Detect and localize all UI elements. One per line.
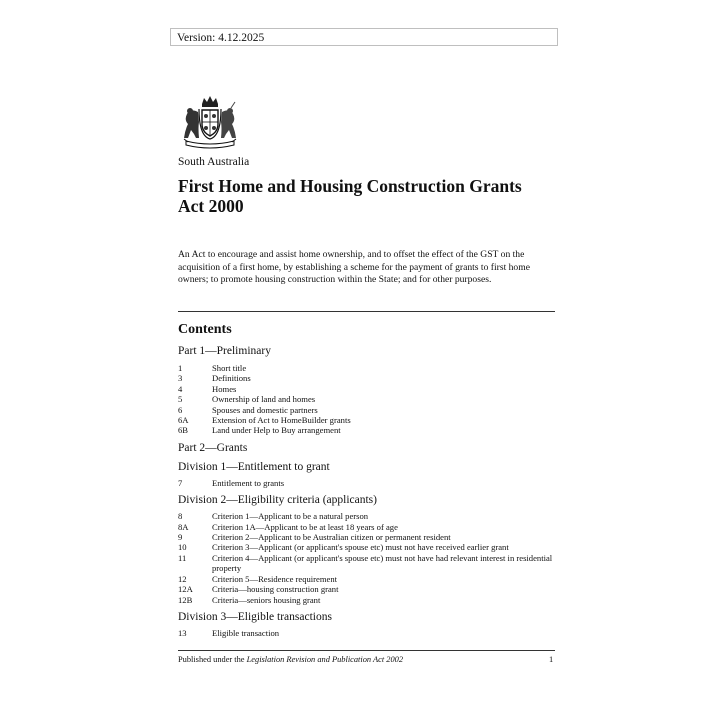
toc-entry[interactable] (178, 394, 558, 404)
toc-entry-title: Criterion 5—Residence requirement (212, 573, 338, 584)
divider (178, 311, 555, 312)
toc-entry-title: Criteria—seniors housing grant (212, 594, 321, 605)
act-title-line-2: Act 2000 (178, 196, 244, 216)
footer-act-reference: Legislation Revision and Publication Act 2002 (246, 655, 404, 664)
version-label: Version: 4.12.2025 (177, 32, 265, 44)
toc-entry[interactable] (178, 425, 558, 435)
toc-entry-number: 8A (178, 521, 189, 532)
toc-entry[interactable] (178, 363, 558, 373)
toc-entry-title: Land under Help to Buy arrangement (212, 425, 341, 436)
toc-entry-number: 7 (178, 477, 183, 488)
toc-entry[interactable] (178, 584, 558, 594)
toc-entry-title: Criteria—housing construction grant (212, 584, 339, 595)
part-1-heading[interactable]: Part 1—Preliminary (178, 345, 271, 357)
toc-entry[interactable] (178, 511, 558, 521)
toc-entry-title: Criterion 1A—Applicant to be at least 18 years of age (212, 521, 398, 532)
division-3-sections (178, 628, 558, 638)
division-2-sections (178, 511, 558, 605)
toc-entry-number: 10 (178, 542, 187, 553)
toc-entry[interactable] (178, 384, 558, 394)
toc-entry-title: Extension of Act to HomeBuilder grants (212, 415, 351, 426)
toc-entry-number: 6B (178, 425, 189, 436)
toc-entry-number: 12A (178, 584, 193, 595)
toc-entry[interactable] (178, 553, 558, 574)
act-title-line-1: First Home and Housing Construction Grants (178, 176, 522, 196)
toc-entry[interactable] (178, 522, 558, 532)
toc-entry-title: Criterion 3—Applicant (or applicant's spouse etc) must not have received earlier grant (212, 542, 509, 553)
jurisdiction: South Australia (178, 156, 250, 168)
toc-entry-title: Ownership of land and homes (212, 394, 316, 405)
toc-entry-number: 9 (178, 532, 183, 543)
toc-entry-title: Criterion 4—Applicant (or applicant's spouse etc) must not have had relevant interest in residential property (212, 552, 553, 574)
act-title (178, 176, 558, 216)
toc-entry-number: 6 (178, 404, 183, 415)
toc-entry-title: Homes (212, 383, 237, 394)
toc-entry-title: Criterion 1—Applicant to be a natural person (212, 511, 369, 522)
footer-publication-note (178, 655, 403, 664)
toc-entry-title: Entitlement to grants (212, 477, 285, 488)
toc-entry-title: Short title (212, 363, 247, 373)
toc-entry[interactable] (178, 478, 558, 488)
toc-entry[interactable] (178, 373, 558, 383)
long-title: An Act to encourage and assist home ownership, and to offset the effect of the GST on the acquisition of a first home, by establishing a scheme for the payment of grants to first home owners; to promote housing construction within the State; and for other purposes. (178, 249, 530, 286)
toc-entry[interactable] (178, 542, 558, 552)
toc-entry[interactable] (178, 574, 558, 584)
toc-entry-title: Criterion 2—Applicant to be Australian citizen or permanent resident (212, 532, 451, 543)
toc-entry[interactable] (178, 595, 558, 605)
toc-entry-number: 4 (178, 383, 183, 394)
toc-entry-number: 12 (178, 573, 187, 584)
toc-entry-number: 12B (178, 594, 193, 605)
version-box (170, 28, 558, 46)
toc-entry[interactable] (178, 628, 558, 638)
division-1-heading[interactable]: Division 1—Entitlement to grant (178, 460, 330, 473)
toc-entry-title: Eligible transaction (212, 627, 280, 638)
toc-entry-title: Spouses and domestic partners (212, 404, 318, 415)
toc-entry-number: 11 (178, 552, 187, 563)
toc-entry-number: 13 (178, 627, 187, 638)
footer-prefix: Published under the (178, 655, 247, 664)
toc-entry-number: 5 (178, 394, 183, 405)
coat-of-arms-icon (178, 94, 242, 152)
division-1-sections (178, 478, 558, 488)
toc-entry-title: Definitions (212, 373, 251, 384)
page-number: 1 (549, 655, 554, 664)
footer-divider (178, 650, 555, 651)
toc-entry-number: 6A (178, 415, 189, 426)
part-1-sections (178, 363, 558, 436)
part-2-heading[interactable]: Part 2—Grants (178, 441, 248, 454)
toc-entry[interactable] (178, 415, 558, 425)
toc-entry[interactable] (178, 405, 558, 415)
division-2-heading[interactable]: Division 2—Eligibility criteria (applicants) (178, 494, 377, 507)
toc-entry-number: 3 (178, 373, 183, 384)
division-3-heading[interactable]: Division 3—Eligible transactions (178, 610, 332, 623)
table-of-contents (178, 344, 558, 640)
contents-heading: Contents (178, 322, 232, 337)
toc-entry[interactable] (178, 532, 558, 542)
toc-entry-number: 8 (178, 511, 183, 522)
toc-entry-number: 1 (178, 363, 183, 373)
